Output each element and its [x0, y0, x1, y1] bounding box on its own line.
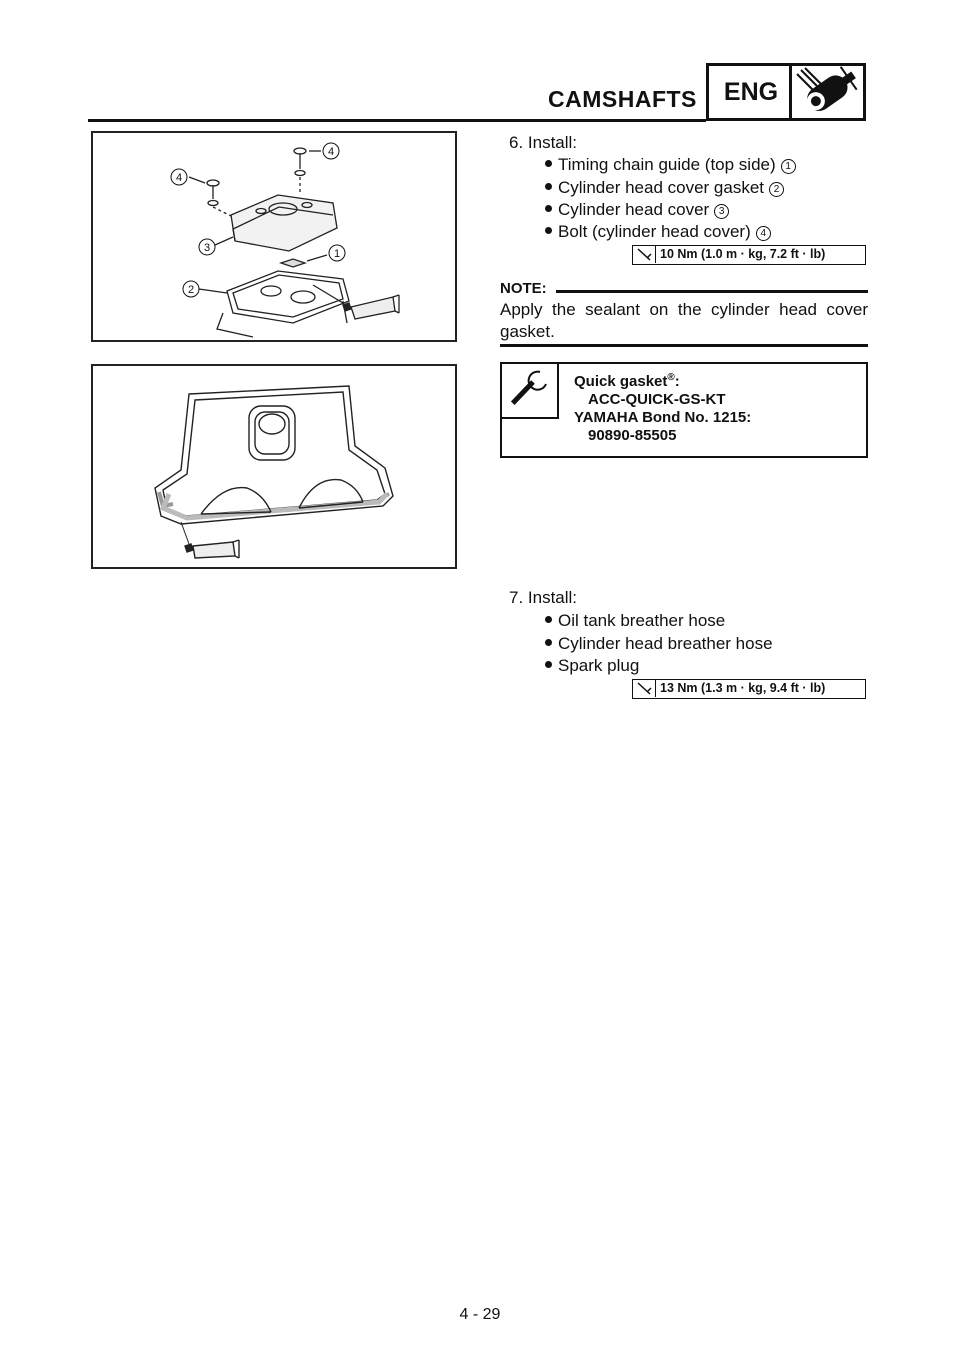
header-rule: [88, 119, 706, 122]
callout-ref-1: 1: [781, 159, 796, 174]
callout-ref-4: 4: [756, 226, 771, 241]
note-rule: [556, 290, 868, 293]
callout-3: 3: [203, 242, 211, 254]
section-title: CAMSHAFTS: [548, 86, 697, 112]
engine-icon: [795, 66, 863, 118]
torque-value: 13 Nm (1.3 m · kg, 9.4 ft · lb): [660, 681, 826, 695]
tool-name-1: Quick gasket®:: [574, 372, 680, 390]
tool-part-2: 90890-85505: [588, 427, 677, 444]
step-6-item-2: Cylinder head cover gasket 2: [545, 178, 784, 198]
tool-icon-cell: [500, 362, 559, 419]
eng-badge-divider: [789, 63, 792, 121]
tool-part-1: ACC-QUICK-GS-KT: [588, 391, 726, 408]
bullet-icon: [545, 205, 552, 212]
callout-1: 1: [333, 248, 341, 260]
torque-spec-step-7: [632, 679, 866, 699]
bullet-icon: [545, 616, 552, 623]
bullet-icon: [545, 227, 552, 234]
step-7-heading: 7. Install:: [509, 588, 578, 607]
step-6-heading: 6. Install:: [509, 133, 578, 152]
tool-name-2: YAMAHA Bond No. 1215:: [574, 409, 752, 426]
figure-cylinder-head-cover: [91, 131, 457, 342]
callout-2: 2: [187, 284, 195, 296]
torque-wrench-icon: [633, 680, 656, 697]
tool-text: [574, 369, 751, 445]
step-6-item-4: Bolt (cylinder head cover) 4: [545, 222, 771, 242]
bullet-icon: [545, 160, 552, 167]
bullet-icon: [545, 661, 552, 668]
note-label: NOTE:: [500, 280, 547, 297]
step-7-item-2: Cylinder head breather hose: [545, 634, 773, 654]
bullet-icon: [545, 183, 552, 190]
cylinder-head-cover-illustration: [93, 133, 455, 340]
note-text: Apply the sealant on the cylinder head cover gasket.: [500, 300, 868, 341]
step-6-item-1: Timing chain guide (top side) 1: [545, 155, 796, 175]
bullet-icon: [545, 639, 552, 646]
page-number: 4 - 29: [459, 1306, 501, 1323]
figure-gasket-sealant: [91, 364, 457, 569]
callout-4b: 4: [175, 172, 183, 184]
step-6-item-3: Cylinder head cover 3: [545, 200, 729, 220]
callout-4a: 4: [327, 146, 335, 158]
torque-wrench-icon: [633, 246, 656, 263]
step-7-item-1: Oil tank breather hose: [545, 611, 725, 631]
note-end-rule: [500, 344, 868, 347]
torque-spec-step-6: [632, 245, 866, 265]
callout-ref-3: 3: [714, 204, 729, 219]
wrench-icon: [500, 362, 555, 415]
gasket-sealant-illustration: [93, 366, 455, 567]
callout-ref-2: 2: [769, 182, 784, 197]
eng-badge-label: ENG: [723, 78, 779, 106]
step-7-item-3: Spark plug: [545, 656, 639, 676]
torque-value: 10 Nm (1.0 m · kg, 7.2 ft · lb): [660, 247, 826, 261]
